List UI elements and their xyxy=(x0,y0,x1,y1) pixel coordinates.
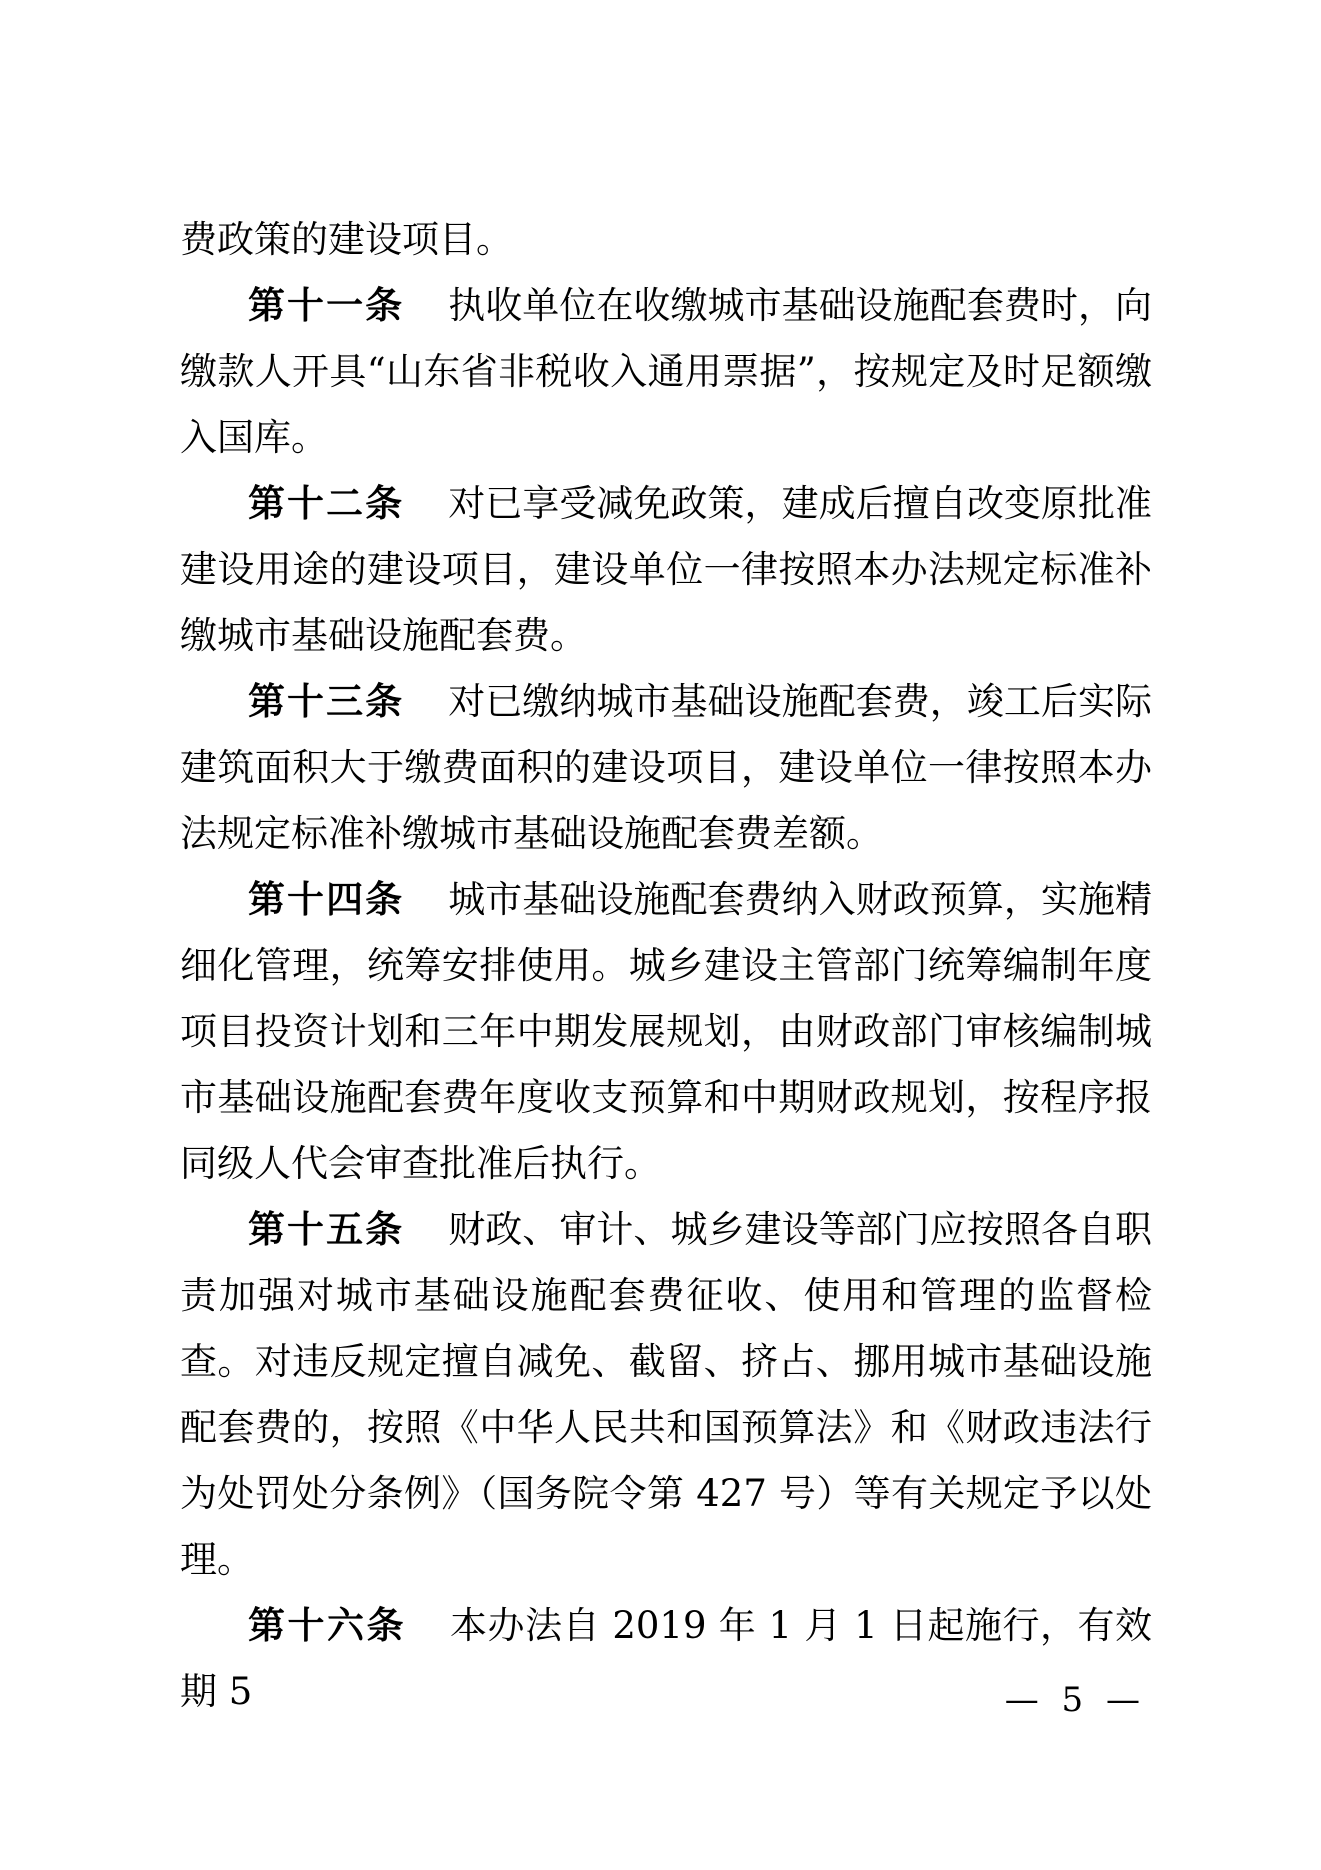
article-label: 第十三条 xyxy=(248,680,405,723)
page-number: — 5 — xyxy=(1004,1680,1140,1720)
paragraph-text: 执收单位在收缴城市基础设施配套费时，向缴款人开具“山东省非税收入通用票据”，按规定及时足额缴入国库。 xyxy=(180,284,1153,459)
article-label: 第十六条 xyxy=(248,1604,407,1647)
paragraph-text: 对已缴纳城市基础设施配套费，竣工后实际建筑面积大于缴费面积的建设项目，建设单位一律按照本办法规定标准补缴城市基础设施配套费差额。 xyxy=(180,680,1153,855)
paragraph-text: 对已享受减免政策，建成后擅自改变原批准建设用途的建设项目，建设单位一律按照本办法规定标准补缴城市基础设施配套费。 xyxy=(180,482,1153,657)
paragraph-text: 财政、审计、城乡建设等部门应按照各自职责加强对城市基础设施配套费征收、使用和管理的监督检查。对违反规定擅自减免、截留、挤占、挪用城市基础设施配套费的，按照《中华人民共和国预算法》和《财政违法行为处罚处分条例》（国务院令第 427 号）等有关规定予以处理。 xyxy=(180,1208,1153,1581)
article-paragraph-14 xyxy=(180,867,1152,1197)
document-body xyxy=(180,207,1152,1725)
paragraph-continuation xyxy=(180,207,1152,273)
article-label: 第十五条 xyxy=(248,1208,405,1251)
article-paragraph-11 xyxy=(180,273,1152,471)
paragraph-text: 本办法自 2019 年 1 月 1 日起施行，有效期 5 xyxy=(180,1604,1153,1713)
article-label: 第十二条 xyxy=(248,482,405,525)
article-paragraph-15 xyxy=(180,1197,1152,1593)
paragraph-text: 城市基础设施配套费纳入财政预算，实施精细化管理，统筹安排使用。城乡建设主管部门统筹编制年度项目投资计划和三年中期发展规划，由财政部门审核编制城市基础设施配套费年度收支预算和中期财政规划，按程序报同级人代会审查批准后执行。 xyxy=(180,878,1153,1185)
article-label: 第十一条 xyxy=(248,284,405,327)
article-label: 第十四条 xyxy=(248,878,405,921)
article-paragraph-12 xyxy=(180,471,1152,669)
paragraph-text: 费政策的建设项目。 xyxy=(180,218,513,261)
article-paragraph-13 xyxy=(180,669,1152,867)
